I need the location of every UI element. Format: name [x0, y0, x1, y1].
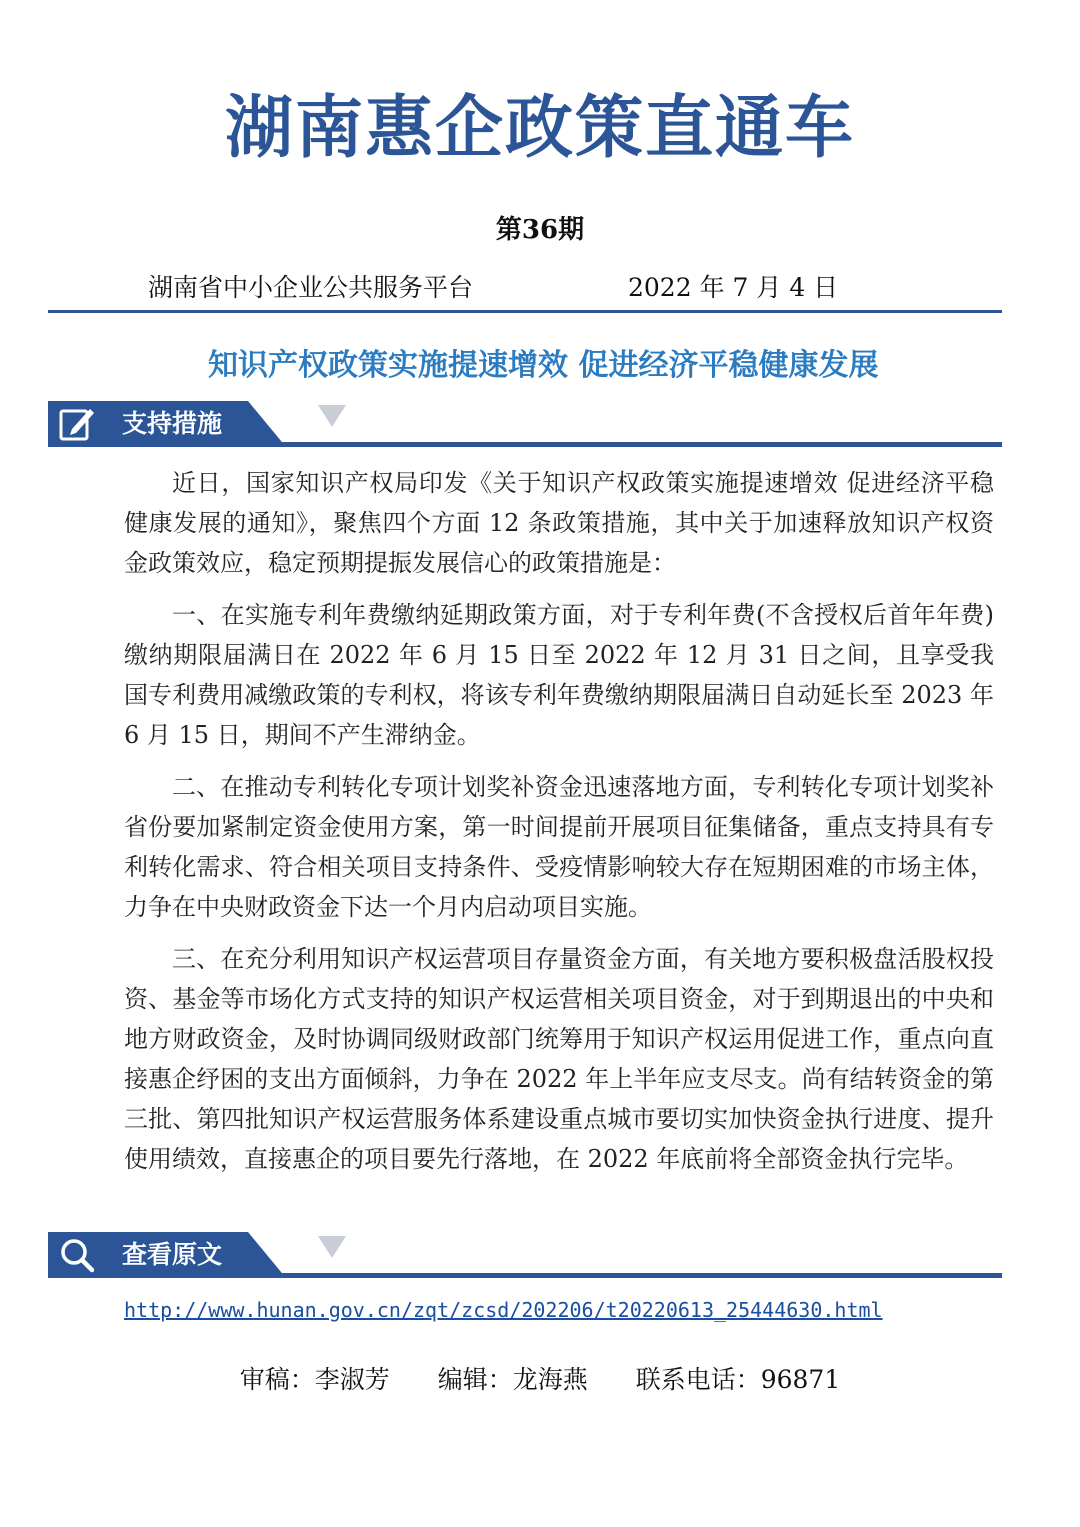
reviewer-credit: 审稿：李淑芳 [239, 1365, 390, 1394]
chevron-down-icon [318, 405, 346, 427]
paragraph: 三、在充分利用知识产权运营项目存量资金方面，有关地方要积极盘活股权投资、基金等市场化方式支持的知识产权运营相关项目资金，对于到期退出的中央和地方财政资金，及时协调同级财政部门统筹用于知识产权运用促进工作，重点向直接惠企纾困的支出方面倾斜，力争在 2022 年上半年应支尽支。尚有结转资金的第三批、第四批知识产权运营服务体系建设重点城市要切实加快资金执行进度、提升使用绩效，直接惠企的项目要先行落地，在 2022 年底前将全部资金执行完毕。 [124, 945, 994, 1173]
paragraph: 二、在推动专利转化专项计划奖补资金迅速落地方面，专利转化专项计划奖补省份要加紧制定资金使用方案，第一时间提前开展项目征集储备，重点支持具有专利转化需求、符合相关项目支持条件、受疫情影响较大存在短期困难的市场主体，力争在中央财政资金下达一个月内启动项目实施。 [124, 773, 994, 921]
chevron-down-icon [318, 1236, 346, 1258]
section-title: 支持措施 [122, 409, 223, 438]
section-title: 查看原文 [122, 1240, 223, 1269]
article-headline: 知识产权政策实施提速增效 促进经济平稳健康发展 [208, 348, 879, 383]
masthead-title: 湖南惠企政策直通车 [224, 88, 855, 168]
paragraph: 近日，国家知识产权局印发《关于知识产权政策实施提速增效 促进经济平稳健康发展的通知》，聚焦四个方面 12 条政策措施，其中关于加速释放知识产权资金政策效应，稳定预期提振发展信心的政策措施是： [124, 469, 994, 577]
article-body [124, 463, 994, 1191]
source-link[interactable]: http://www.hunan.gov.cn/zqt/zcsd/202206/t20220613_25444630.html [124, 1298, 883, 1322]
publish-date: 2022 年 7 月 4 日 [628, 273, 839, 302]
paragraph: 一、在实施专利年费缴纳延期政策方面，对于专利年费(不含授权后首年年费)缴纳期限届满日在 2022 年 6 月 15 日至 2022 年 12 月 31 日之间，且享受我国专利费用减缴政策的专利权，将该专利年费缴纳期限届满日自动延长至 2023 年 6 月 15 日，期间不产生滞纳金。 [124, 601, 994, 749]
header-rule [48, 310, 1002, 313]
editor-credit: 编辑：龙海燕 [437, 1365, 588, 1394]
issue-number: 第36期 [495, 215, 585, 245]
pencil-note-icon [58, 405, 96, 443]
magnifier-icon [58, 1236, 96, 1274]
section-bar-support [48, 401, 1002, 447]
footer-credits [0, 1360, 1080, 1400]
publisher-name: 湖南省中小企业公共服务平台 [148, 273, 474, 302]
section-bar-source [48, 1232, 1002, 1278]
contact-phone: 联系电话：96871 [635, 1365, 841, 1394]
